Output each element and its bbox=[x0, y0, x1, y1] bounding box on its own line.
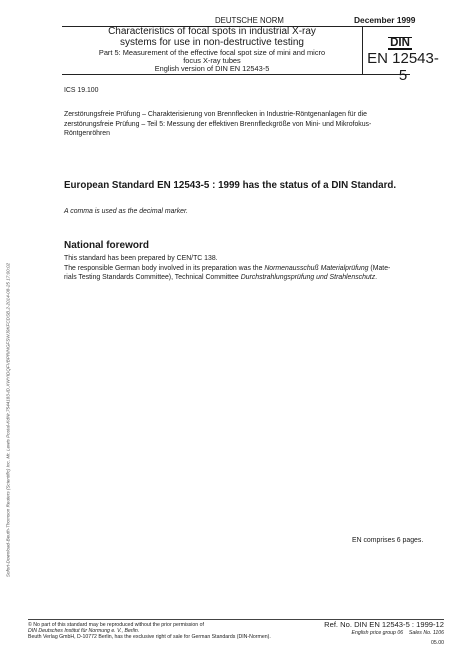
foreword-text: . bbox=[375, 274, 378, 281]
copyright-notice bbox=[28, 622, 318, 641]
reference-number: Ref. No. DIN EN 12543-5 : 1999-12 bbox=[324, 620, 444, 629]
price-info bbox=[300, 630, 444, 636]
sales-number: Sales No. 1106 bbox=[408, 630, 444, 636]
german-title bbox=[64, 110, 444, 139]
foreword-text: rials Testing Standards Committee), Technical Committee bbox=[64, 274, 241, 281]
standard-type: DEUTSCHE NORM bbox=[215, 16, 284, 25]
title-block bbox=[64, 27, 360, 74]
national-foreword-body bbox=[64, 254, 449, 283]
title-line-2: systems for use in non-destructive testing bbox=[120, 36, 304, 48]
title-line-1: Characteristics of focal spots in industrial X-ray bbox=[108, 26, 316, 37]
publication-date: December 1999 bbox=[354, 15, 416, 25]
foreword-line-2 bbox=[64, 264, 449, 274]
din-logo bbox=[385, 37, 415, 50]
part-title-line-1: Part 5: Measurement of the effective focal spot size of mini and micro bbox=[98, 48, 326, 57]
german-title-line-1: Zerstörungsfreie Prüfung – Charakterisierung von Brennflecken in Industrie-Röntgenanlagen für die bbox=[64, 111, 367, 118]
edition-code: 05.00 bbox=[431, 640, 444, 646]
download-stamp bbox=[3, 200, 13, 640]
copyright-line-3: Beuth Verlag GmbH, D-10772 Berlin, has the exclusive right of sale for German Standards (DIN-Normen). bbox=[28, 634, 271, 641]
din-logo-text: DIN bbox=[390, 37, 410, 50]
header-rule-bottom bbox=[62, 74, 410, 75]
german-title-line-3: Röntgenröhren bbox=[64, 130, 110, 137]
copyright-line-2: DIN Deutsches Institut für Normung e. V., Berlin. bbox=[28, 628, 140, 635]
technical-committee-german: Durchstrahlungsprüfung und Strahlenschutz bbox=[240, 274, 376, 281]
european-standard-statement: European Standard EN 12543-5 : 1999 has the status of a DIN Standard. bbox=[64, 180, 397, 191]
foreword-line-1: This standard has been prepared by CEN/TC 138. bbox=[64, 255, 218, 262]
standard-number: EN 12543-5 bbox=[367, 50, 439, 84]
national-foreword-heading: National foreword bbox=[64, 240, 150, 251]
decimal-marker-note: A comma is used as the decimal marker. bbox=[64, 208, 188, 215]
committee-name-german: Normenausschuß Materialprüfung bbox=[264, 264, 369, 272]
price-group: English price group 06 bbox=[351, 630, 404, 636]
foreword-text: The responsible German body involved in its preparation was the bbox=[64, 264, 265, 272]
foreword-text: (Mate- bbox=[368, 264, 391, 272]
ics-code: ICS 19.100 bbox=[64, 87, 99, 94]
english-version-line: English version of DIN EN 12543-5 bbox=[154, 64, 270, 74]
part-title-line-2: focus X-ray tubes bbox=[183, 56, 241, 66]
copyright-line-1: © No part of this standard may be reproduced without the prior permission of bbox=[28, 622, 204, 628]
foreword-line-3 bbox=[64, 273, 449, 283]
page-count: EN comprises 6 pages. bbox=[352, 537, 424, 544]
german-title-line-2: zerstörungsfreie Prüfung – Teil 5: Messung der effektiven Brennfleckgröße von Mini- und Mikrofokus- bbox=[64, 120, 372, 128]
download-stamp-text: Sofort-Download-Beuth-Thomson Reuters (Scientific) Inc. Mr. Lewis Postal-KdNr.7544183-ID.XWYIDQFVBPRINGFSWJ9KFCDSB.2-2014-08-25 17:00:02 bbox=[5, 262, 11, 578]
